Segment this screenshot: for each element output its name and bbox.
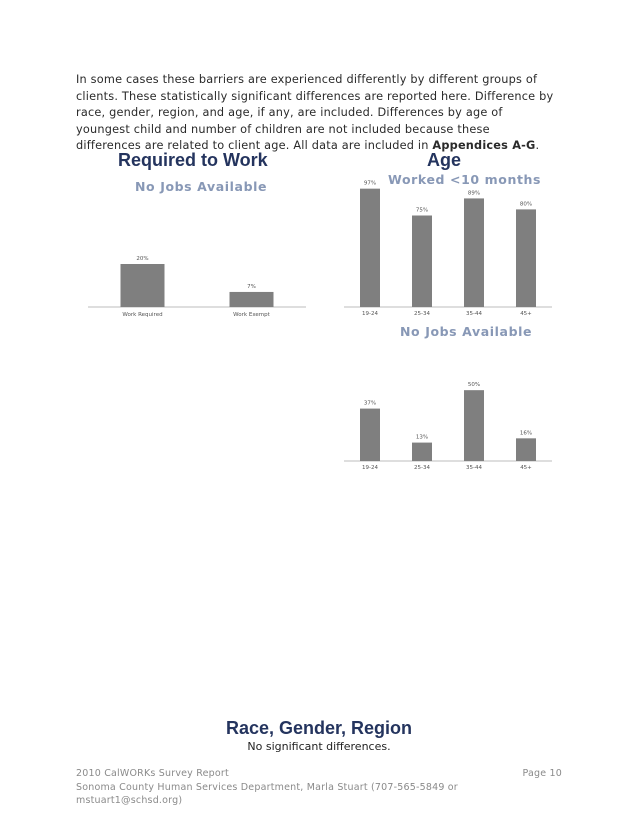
x-tick-label: 35-44 [466,311,482,317]
intro-paragraph [76,72,556,155]
bar [121,264,165,307]
bar [230,292,274,307]
age-no-jobs-chart [344,382,552,478]
required-to-work-chart [88,180,306,325]
x-tick-label: 35-44 [466,465,482,471]
data-label: 75% [415,207,429,214]
race-gender-region-note: No significant differences. [247,740,391,753]
data-label: 37% [363,400,377,407]
bar [412,443,432,461]
x-tick-label: 25-34 [414,311,430,317]
intro-end: . [535,139,540,152]
data-label: 7% [247,283,256,290]
bar [412,216,432,308]
data-label: 80% [519,201,533,208]
data-label: 13% [415,434,429,441]
age-worked-chart [344,178,552,323]
footer-contact: Sonoma County Human Services Department, Marla Stuart (707-565-5849 or mstuart1@schsd.org) [76,781,458,806]
bar [360,189,380,307]
x-tick-label: Work Required [122,312,163,318]
bar [360,409,380,461]
x-tick-label: 19-24 [362,311,378,317]
footer-report-title: 2010 CalWORKs Survey Report [76,768,229,779]
intro-text: In some cases these barriers are experienced differently by different groups of clients. These statistically significant differences are reported here. Difference by race, gender, region, and age, if any, are included. Differences by age of youngest child and number of children are not included because these differences are related to client age. All data are included in [76,73,554,152]
page-footer [76,767,562,808]
bar [464,390,484,461]
data-label: 50% [467,382,481,389]
data-label: 97% [363,180,377,187]
required-to-work-title: Required to Work [118,150,268,170]
x-tick-label: 25-34 [414,465,430,471]
age-chart1-subtitle: Worked <10 months [388,172,542,187]
bar [516,438,536,461]
bar [516,209,536,307]
x-tick-label: 45+ [520,465,532,471]
data-label: 89% [467,190,481,197]
age-title: Age [427,150,462,170]
page-number: Page 10 [522,768,562,779]
data-label: 20% [136,256,149,262]
data-label: 16% [519,430,533,437]
x-tick-label: 45+ [520,311,532,317]
race-gender-region-title: Race, Gender, Region [225,718,413,738]
x-tick-label: Work Exempt [233,312,270,318]
age-chart2-subtitle: No Jobs Available [400,324,533,339]
x-tick-label: 19-24 [362,465,378,471]
bar [464,198,484,307]
appendices-ref: Appendices A-G [432,139,536,152]
required-chart-subtitle: No Jobs Available [135,179,268,194]
